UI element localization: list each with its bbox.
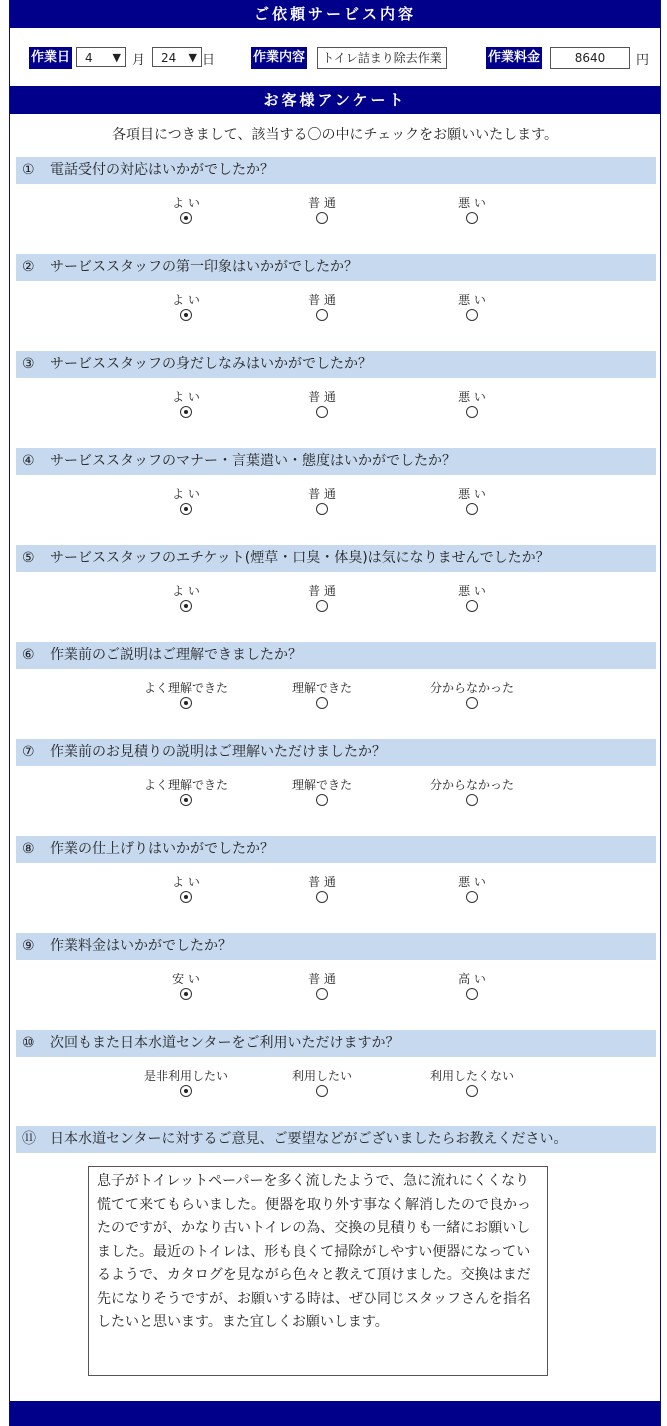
answer-option-label: よ い xyxy=(172,196,200,210)
question-1-header xyxy=(16,157,656,184)
answer-option[interactable] xyxy=(262,874,382,906)
chevron-down-icon: ▼ xyxy=(112,51,121,64)
question-2-header xyxy=(16,254,656,281)
question-number: ① xyxy=(22,162,35,178)
question-text: サービススタッフの第一印象はいかがでしたか？ xyxy=(50,259,358,275)
answer-option-label: 悪 い xyxy=(458,390,486,404)
answer-option-label: 是非利用したい xyxy=(143,1069,228,1083)
answer-option-label: 安 い xyxy=(172,972,200,986)
question-3-header xyxy=(16,351,656,378)
answer-option[interactable] xyxy=(412,292,532,324)
answer-option-label: 分からなかった xyxy=(429,778,514,792)
question-11-text: 日本水道センターに対するご意見、ご要望などがございましたらお教えください。 xyxy=(50,1131,568,1147)
radio-unchecked[interactable] xyxy=(316,600,328,612)
question-10-header xyxy=(16,1030,656,1057)
question-text: 作業の仕上げりはいかがでしたか？ xyxy=(50,841,274,857)
radio-checked[interactable] xyxy=(180,503,192,515)
answer-option[interactable] xyxy=(126,389,246,421)
answer-option[interactable] xyxy=(412,777,532,809)
question-text: 作業料金はいかがでしたか？ xyxy=(50,938,232,954)
answer-option[interactable] xyxy=(412,1068,532,1100)
answer-option-label: 普 通 xyxy=(308,875,336,889)
question-9-header xyxy=(16,933,656,960)
radio-unchecked[interactable] xyxy=(466,406,478,418)
radio-checked[interactable] xyxy=(180,697,192,709)
answer-option-label: 悪 い xyxy=(458,487,486,501)
answer-option[interactable] xyxy=(262,583,382,615)
radio-checked[interactable] xyxy=(180,212,192,224)
radio-checked[interactable] xyxy=(180,309,192,321)
question-8-header xyxy=(16,836,656,863)
answer-option-label: 高 い xyxy=(458,972,486,986)
answer-option[interactable] xyxy=(262,1068,382,1100)
answer-option-label: よく理解できた xyxy=(143,778,228,792)
radio-unchecked[interactable] xyxy=(316,697,328,709)
radio-unchecked[interactable] xyxy=(316,309,328,321)
answer-option[interactable] xyxy=(412,583,532,615)
answer-option[interactable] xyxy=(126,874,246,906)
answer-option-label: よ い xyxy=(172,584,200,598)
answer-option-label: 理解できた xyxy=(291,778,352,792)
answer-option-label: よ い xyxy=(172,390,200,404)
answer-option[interactable] xyxy=(126,1068,246,1100)
question-11-header xyxy=(16,1126,656,1153)
radio-unchecked[interactable] xyxy=(316,1085,328,1097)
chevron-down-icon: ▼ xyxy=(188,51,197,64)
answer-option[interactable] xyxy=(126,195,246,227)
radio-checked[interactable] xyxy=(180,891,192,903)
question-11-number: ⑪ xyxy=(22,1131,36,1147)
radio-checked[interactable] xyxy=(180,988,192,1000)
day-value: 24 xyxy=(161,51,177,65)
answer-option-label: 悪 い xyxy=(458,293,486,307)
survey-instructions: 各項目につきまして、該当する〇の中にチェックをお願いいたします。 xyxy=(112,127,558,143)
answer-option-label: よく理解できた xyxy=(143,681,228,695)
radio-unchecked[interactable] xyxy=(316,503,328,515)
radio-unchecked[interactable] xyxy=(316,891,328,903)
radio-unchecked[interactable] xyxy=(466,794,478,806)
answer-option[interactable] xyxy=(126,777,246,809)
question-number: ③ xyxy=(22,356,35,372)
answer-option[interactable] xyxy=(412,874,532,906)
question-4-header xyxy=(16,448,656,475)
answer-option-label: よ い xyxy=(172,487,200,501)
fee-unit: 円 xyxy=(636,53,650,68)
question-number: ⑩ xyxy=(22,1035,35,1051)
survey-title-bar xyxy=(10,86,660,114)
question-number: ⑤ xyxy=(22,550,35,566)
question-number: ⑨ xyxy=(22,938,35,954)
day-select[interactable] xyxy=(152,47,202,67)
survey-title: お客様アンケート xyxy=(263,91,407,109)
footer-bar xyxy=(10,1401,660,1426)
service-title-bar xyxy=(10,0,660,28)
work-content-field[interactable]: トイレ詰まり除去作業 xyxy=(317,47,447,69)
answer-option[interactable] xyxy=(262,486,382,518)
question-text: サービススタッフのエチケット(煙草・口臭・体臭)は気になりませんでしたか？ xyxy=(50,550,550,566)
service-title: ご依頼サービス内容 xyxy=(253,5,416,23)
radio-unchecked[interactable] xyxy=(316,406,328,418)
radio-checked[interactable] xyxy=(180,1085,192,1097)
answer-option-label: 普 通 xyxy=(308,293,336,307)
month-unit: 月 xyxy=(132,53,146,68)
answer-option[interactable] xyxy=(262,195,382,227)
day-unit: 日 xyxy=(202,53,216,68)
answer-option-label: 利用したい xyxy=(291,1069,352,1083)
answer-option-label: よ い xyxy=(172,293,200,307)
survey-frame xyxy=(9,0,661,1426)
question-text: 電話受付の対応はいかがでしたか？ xyxy=(50,162,274,178)
month-value: 4 xyxy=(85,51,93,65)
radio-unchecked[interactable] xyxy=(466,309,478,321)
answer-option-label: 悪 い xyxy=(458,196,486,210)
answer-option[interactable] xyxy=(262,971,382,1003)
comment-textarea[interactable]: 息子がトイレットペーパーを多く流したようで、急に流れにくくなり慌てて来てもらいました。便器を取り外す事なく解消したので良かったのですが、かなり古いトイレの為、交換の見積りも一緒にお願いしました。最近のトイレは、形も良くて掃除がしやすい便器になっているようで、カタログを見ながら色々と教えて頂けました。交換はまだ先になりそうですが、お願いする時は、ぜひ同じスタッフさんを指名したいと思います。また宜しくお願いします。 xyxy=(88,1166,548,1376)
answer-option-label: よ い xyxy=(172,875,200,889)
question-7-header xyxy=(16,739,656,766)
radio-unchecked[interactable] xyxy=(466,988,478,1000)
answer-option[interactable] xyxy=(126,971,246,1003)
question-number: ⑦ xyxy=(22,744,35,760)
question-number: ② xyxy=(22,259,35,275)
fee-field[interactable]: 8640 xyxy=(550,47,630,69)
answer-option[interactable] xyxy=(126,292,246,324)
answer-option-label: 普 通 xyxy=(308,972,336,986)
question-number: ④ xyxy=(22,453,35,469)
question-number: ⑥ xyxy=(22,647,35,663)
radio-unchecked[interactable] xyxy=(466,503,478,515)
answer-option[interactable] xyxy=(126,486,246,518)
service-info-row xyxy=(10,42,660,72)
answer-option-label: 普 通 xyxy=(308,487,336,501)
question-text: サービススタッフの身だしなみはいかがでしたか？ xyxy=(50,356,372,372)
fee-label: 作業料金 xyxy=(486,47,542,69)
radio-unchecked[interactable] xyxy=(466,1085,478,1097)
answer-option[interactable] xyxy=(262,292,382,324)
answer-option-label: 利用したくない xyxy=(429,1069,514,1083)
answer-option[interactable] xyxy=(412,971,532,1003)
answer-option-label: 普 通 xyxy=(308,390,336,404)
radio-unchecked[interactable] xyxy=(316,212,328,224)
answer-option[interactable] xyxy=(262,389,382,421)
answer-option[interactable] xyxy=(412,195,532,227)
question-text: 作業前のご説明はご理解できましたか？ xyxy=(50,647,302,663)
radio-unchecked[interactable] xyxy=(466,697,478,709)
answer-option-label: 普 通 xyxy=(308,196,336,210)
answer-option-label: 分からなかった xyxy=(429,681,514,695)
answer-option-label: 悪 い xyxy=(458,875,486,889)
radio-unchecked[interactable] xyxy=(316,794,328,806)
radio-unchecked[interactable] xyxy=(466,891,478,903)
question-6-header xyxy=(16,642,656,669)
answer-option[interactable] xyxy=(412,680,532,712)
question-text: 作業前のお見積りの説明はご理解いただけましたか？ xyxy=(50,744,386,760)
radio-unchecked[interactable] xyxy=(316,988,328,1000)
work-date-label: 作業日 xyxy=(29,47,72,69)
question-text: 次回もまた日本水道センターをご利用いただけますか？ xyxy=(50,1035,400,1051)
answer-option-label: 理解できた xyxy=(291,681,352,695)
radio-checked[interactable] xyxy=(180,406,192,418)
radio-unchecked[interactable] xyxy=(466,600,478,612)
month-select[interactable] xyxy=(76,47,126,67)
answer-option-label: 悪 い xyxy=(458,584,486,598)
answer-option[interactable] xyxy=(412,486,532,518)
work-content-label: 作業内容 xyxy=(251,47,307,69)
answer-option-label: 普 通 xyxy=(308,584,336,598)
answer-option[interactable] xyxy=(412,389,532,421)
answer-option[interactable] xyxy=(126,680,246,712)
question-5-header xyxy=(16,545,656,572)
question-number: ⑧ xyxy=(22,841,35,857)
answer-option[interactable] xyxy=(126,583,246,615)
radio-checked[interactable] xyxy=(180,600,192,612)
radio-checked[interactable] xyxy=(180,794,192,806)
answer-option[interactable] xyxy=(262,680,382,712)
question-text: サービススタッフのマナー・言葉遣い・態度はいかがでしたか？ xyxy=(50,453,456,469)
answer-option[interactable] xyxy=(262,777,382,809)
radio-unchecked[interactable] xyxy=(466,212,478,224)
